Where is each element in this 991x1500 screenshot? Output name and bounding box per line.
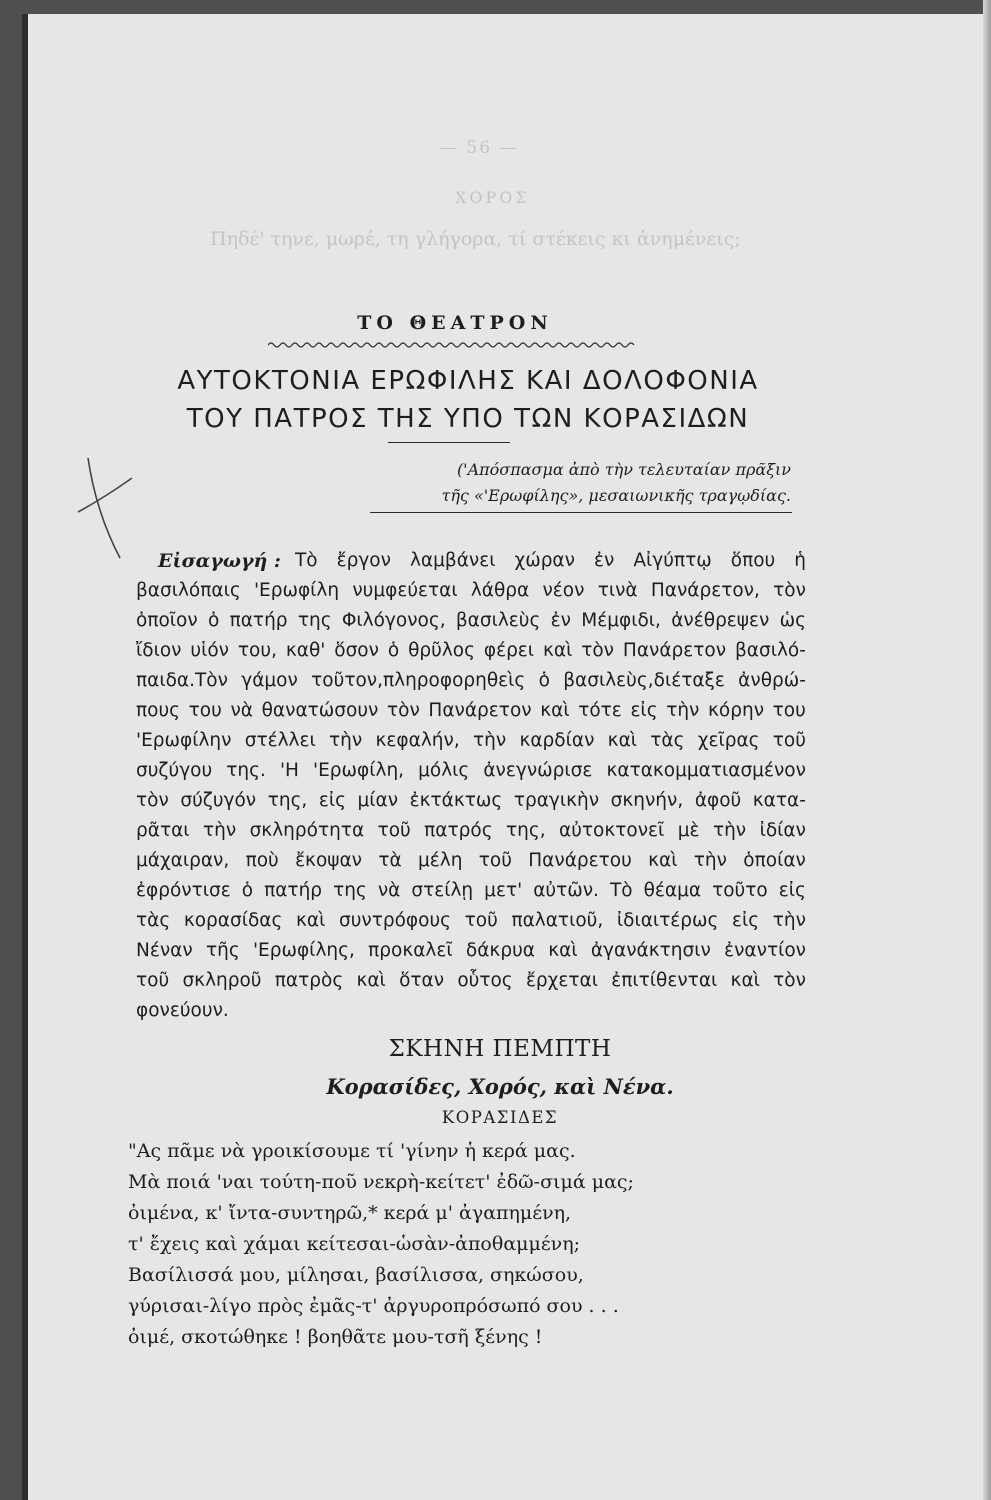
word: συζύγου [136, 760, 213, 781]
word: Πανάρετου [528, 850, 632, 871]
word: νέον [542, 580, 585, 601]
word: 'Ερωφίλη, [313, 760, 405, 781]
long-divider [370, 512, 792, 513]
speaker-label: ΚΟΡΑΣΙΔΕΣ [441, 1108, 559, 1127]
word: πατήρ [229, 610, 288, 631]
word: τότε [578, 700, 622, 721]
intro-line [136, 786, 806, 816]
scene-title: ΣΚΗΝΗ ΠΕΜΠΤΗ [388, 1036, 612, 1062]
intro-line [136, 846, 806, 876]
word: θέαμα [643, 880, 702, 901]
show-through-page-number: — 56 — [440, 138, 519, 158]
intro-line [136, 816, 806, 846]
word: καὶ [607, 730, 638, 751]
intro-line [136, 876, 806, 906]
word: Τὸ [609, 880, 633, 901]
word: ποὺ [245, 850, 279, 871]
word: ἐν [550, 610, 571, 631]
word: πατήρ [264, 880, 323, 901]
word: τινὰ [597, 580, 638, 601]
word: τοῦ [136, 970, 170, 991]
wavy-rule [268, 340, 638, 350]
word: σκληροῦ [182, 970, 262, 991]
word: νὰ [377, 880, 401, 901]
headline-line-1: ΑΥΤΟΚΤΟΝΙΑ ΕΡΩΦΙΛΗΣ ΚΑΙ ΔΟΛΟΦΟΝΙΑ [177, 366, 759, 396]
word: τοῦ [772, 730, 806, 751]
word: Πανάρετον [622, 640, 727, 661]
word: της. [226, 760, 266, 781]
word: κατακομματιασμένον [606, 760, 806, 781]
word: μέλη [418, 850, 463, 871]
verse-line: ὀιμέ, σκοτώθηκε ! βοηθᾶτε μου-τσῆ ξένης ! [128, 1326, 543, 1348]
word: Πανάρετον [428, 700, 532, 721]
word: ὡς [779, 610, 806, 631]
word: παιδα.Τὸν [136, 670, 228, 691]
verse-line: τ' ἔχεις καὶ χάμαι κείτεσαι-ὡσὰν-ἀποθαμμένη; [128, 1233, 581, 1255]
intro-line [136, 546, 806, 576]
word: βασιλό- [734, 640, 806, 661]
word: ἀνεγνώρισε [483, 760, 593, 781]
word: κορασίδας [183, 910, 283, 931]
word: ἰδίαν [759, 820, 806, 841]
word: μίαν [357, 790, 399, 811]
word: καὶ [542, 640, 573, 661]
word: οὗτος [457, 970, 513, 991]
show-through-heading: ΧΟΡΟΣ [455, 188, 530, 207]
scene-persons: Κορασίδες, Χορός, καὶ Νένα. [326, 1074, 674, 1099]
word: τὴν [329, 730, 363, 751]
subtitle-line-1: ('Απόσπασμα ἀπὸ τὴν τελευταίαν πρᾶξιν [456, 460, 791, 479]
word: χεῖρας [697, 730, 760, 751]
intro-line: φονεύουν. [136, 1000, 229, 1021]
word: χώραν [514, 550, 575, 571]
headline-line-2: ΤΟΥ ΠΑΤΡΟΣ ΤΗΣ ΥΠΟ ΤΩΝ ΚΟΡΑΣΙΔΩΝ [186, 404, 750, 434]
word: τὴν [772, 910, 806, 931]
intro-line [136, 906, 806, 936]
short-divider [388, 442, 510, 443]
word: τραγικὴν [513, 790, 600, 811]
word: αὐτοκτονεῖ [559, 820, 665, 841]
word: εἰς [318, 790, 346, 811]
word: ὅπου [730, 550, 776, 571]
verse-line: Βασίλισσά μου, μίλησαι, βασίλισσα, σηκώσου, [128, 1264, 584, 1286]
verse-line: ὀιμένα, κ' ἴντα-συντηρῶ,* κερά μ' ἀγαπημένη, [128, 1202, 572, 1224]
word: τὰ [378, 850, 402, 871]
word: κεφαλήν, [375, 730, 460, 751]
word: του [188, 700, 222, 721]
word: Μέμφιδι, [581, 610, 661, 631]
word: μάχαιραν, [136, 850, 230, 871]
word: μετ' [484, 880, 523, 901]
word: Νέναν [136, 940, 193, 961]
word: τὴν [693, 850, 727, 871]
word: ὅσον [334, 640, 379, 661]
word: καὶ [540, 700, 570, 721]
word: ρᾶται [136, 820, 190, 841]
word: ἀφοῦ [694, 790, 742, 811]
intro-line [136, 726, 806, 756]
word: ἀγανάκτησιν [590, 940, 711, 961]
word: βασιλεὺς [455, 610, 541, 631]
word: ὁ [241, 880, 254, 901]
verse-line: "Ας πᾶμε νὰ γροικίσουμε τί 'γίνην ἡ κερά μας. [128, 1140, 576, 1162]
word: ἴδιον [136, 640, 182, 661]
intro-line [136, 966, 806, 996]
word: πατρός [424, 820, 493, 841]
word: εἰς [732, 910, 760, 931]
word: του [772, 700, 806, 721]
word: συντρόφους [338, 910, 452, 931]
word: θρῦλος [408, 640, 475, 661]
word: βασιλεὺς,διέταξε [563, 670, 725, 691]
word: ἐν [594, 550, 615, 571]
word: Φιλόγονος, [341, 610, 446, 631]
word: γάμον [241, 670, 298, 691]
intro-line [136, 636, 806, 666]
word: ἰδιαιτέρως [616, 910, 719, 931]
word: τὰς [650, 730, 685, 751]
word: παλατιοῦ, [511, 910, 604, 931]
intro-line [136, 696, 806, 726]
word: τοῦ [377, 820, 411, 841]
word: τὰς [136, 910, 171, 931]
intro-line [136, 606, 806, 636]
word: ἐπιτίθενται [611, 970, 718, 991]
word: κόρην [708, 700, 765, 721]
word: θανατώσουν [261, 700, 379, 721]
word: τοῦ [478, 850, 512, 871]
verse-line: γύρισαι-λίγο πρὸς ἐμᾶς-τ' ἀργυροπρόσωπό σου . . . [128, 1295, 619, 1317]
word: ὁ [207, 610, 220, 631]
word: στέλλει [244, 730, 316, 751]
word: καὶ [648, 850, 678, 871]
word: νυμφεύεται [352, 580, 458, 601]
word: τὴν [472, 730, 507, 751]
word: αὐτῶν. [533, 880, 599, 901]
word: τὸν [773, 580, 806, 601]
word: Πανάρετον, [650, 580, 760, 601]
word: ἐφρόντισε [136, 880, 231, 901]
word: καὶ [730, 970, 760, 991]
word: ὁποίαν [743, 850, 806, 871]
word: τοῦτο [712, 880, 768, 901]
word: ἔκοψαν [295, 850, 363, 871]
word: ὁποῖον [136, 610, 198, 631]
word: 'Ερωφίλης, [252, 940, 355, 961]
word: πατρὸς [274, 970, 344, 991]
verse-line: Μὰ ποιά 'ναι τούτη-ποῦ νεκρὴ-κείτετ' ἐδῶ-σιμά μας; [128, 1171, 634, 1193]
intro-label: Εἰσαγωγή : [158, 550, 281, 572]
word: τὸν [773, 970, 806, 991]
word: πους [136, 700, 181, 721]
word: 'Ερωφίλη [253, 580, 340, 601]
word: Αἰγύπτῳ [633, 550, 712, 571]
word: τῆς [205, 940, 240, 961]
word: νὰ [230, 700, 253, 721]
word: λαμβάνει [409, 550, 496, 571]
word: σκληρότητα [249, 820, 365, 841]
word: μὲ [677, 820, 700, 841]
word: ἐναντίον [724, 940, 806, 961]
intro-line [136, 936, 806, 966]
introduction [136, 546, 806, 1026]
word: καὶ [295, 910, 326, 931]
word: της [297, 610, 332, 631]
word: τὸν [387, 700, 420, 721]
intro-text [295, 546, 806, 576]
word: εἰς [778, 880, 806, 901]
word: καὶ [356, 970, 386, 991]
word: ἀνέθρεψεν [671, 610, 770, 631]
word: τὴν [666, 700, 700, 721]
word: της, [267, 790, 308, 811]
word: ἡ [794, 550, 806, 571]
word: 'Η [279, 760, 299, 781]
word: βασιλόπαις [136, 580, 241, 601]
word: ἔρχεται [525, 970, 598, 991]
word: της, [505, 820, 546, 841]
verse-block [128, 1136, 778, 1353]
word: τοῦ [464, 910, 498, 931]
word: του, [237, 640, 277, 661]
word: τὴν [202, 820, 237, 841]
word: τοῦτον,πληροφορηθεὶς [311, 670, 526, 691]
word: ἀνθρώ- [738, 670, 806, 691]
word: στείλῃ [411, 880, 474, 901]
word: δάκρυα [465, 940, 535, 961]
word: σύζυγόν [180, 790, 257, 811]
word: λάθρα [470, 580, 530, 601]
word: ἔργον [336, 550, 391, 571]
intro-line [136, 666, 806, 696]
word: ὅταν [399, 970, 445, 991]
word: καρδίαν [519, 730, 595, 751]
word: της [333, 880, 367, 901]
word: τὴν [712, 820, 747, 841]
word: σκηνήν, [610, 790, 684, 811]
word: φέρει [483, 640, 535, 661]
word: τὸν [581, 640, 615, 661]
word: 'Ερωφίλην [136, 730, 232, 751]
word: Τὸ [294, 550, 318, 571]
intro-line [136, 576, 806, 606]
section-title: ΤΟ ΘΕΑΤΡΟΝ [357, 312, 553, 334]
word: τὸν [136, 790, 169, 811]
word: ὁ [387, 640, 400, 661]
word: υἱόν [190, 640, 230, 661]
intro-line [136, 756, 806, 786]
word: καὶ [548, 940, 578, 961]
word: ὁ [538, 670, 550, 691]
subtitle-line-2: τῆς «'Ερωφίλης», μεσαιωνικῆς τραγῳδίας. [441, 486, 791, 505]
word: εἰς [630, 700, 658, 721]
word: ἐκτάκτως [409, 790, 503, 811]
word: μόλις [418, 760, 470, 781]
show-through-line: Πηδέ' τηνε, μωρέ, τη γλήγορα, τί στέκεις κι ἀνημένεις; [210, 228, 741, 250]
word: κατα- [752, 790, 806, 811]
word: καθ' [285, 640, 326, 661]
word: προκαλεῖ [368, 940, 453, 961]
